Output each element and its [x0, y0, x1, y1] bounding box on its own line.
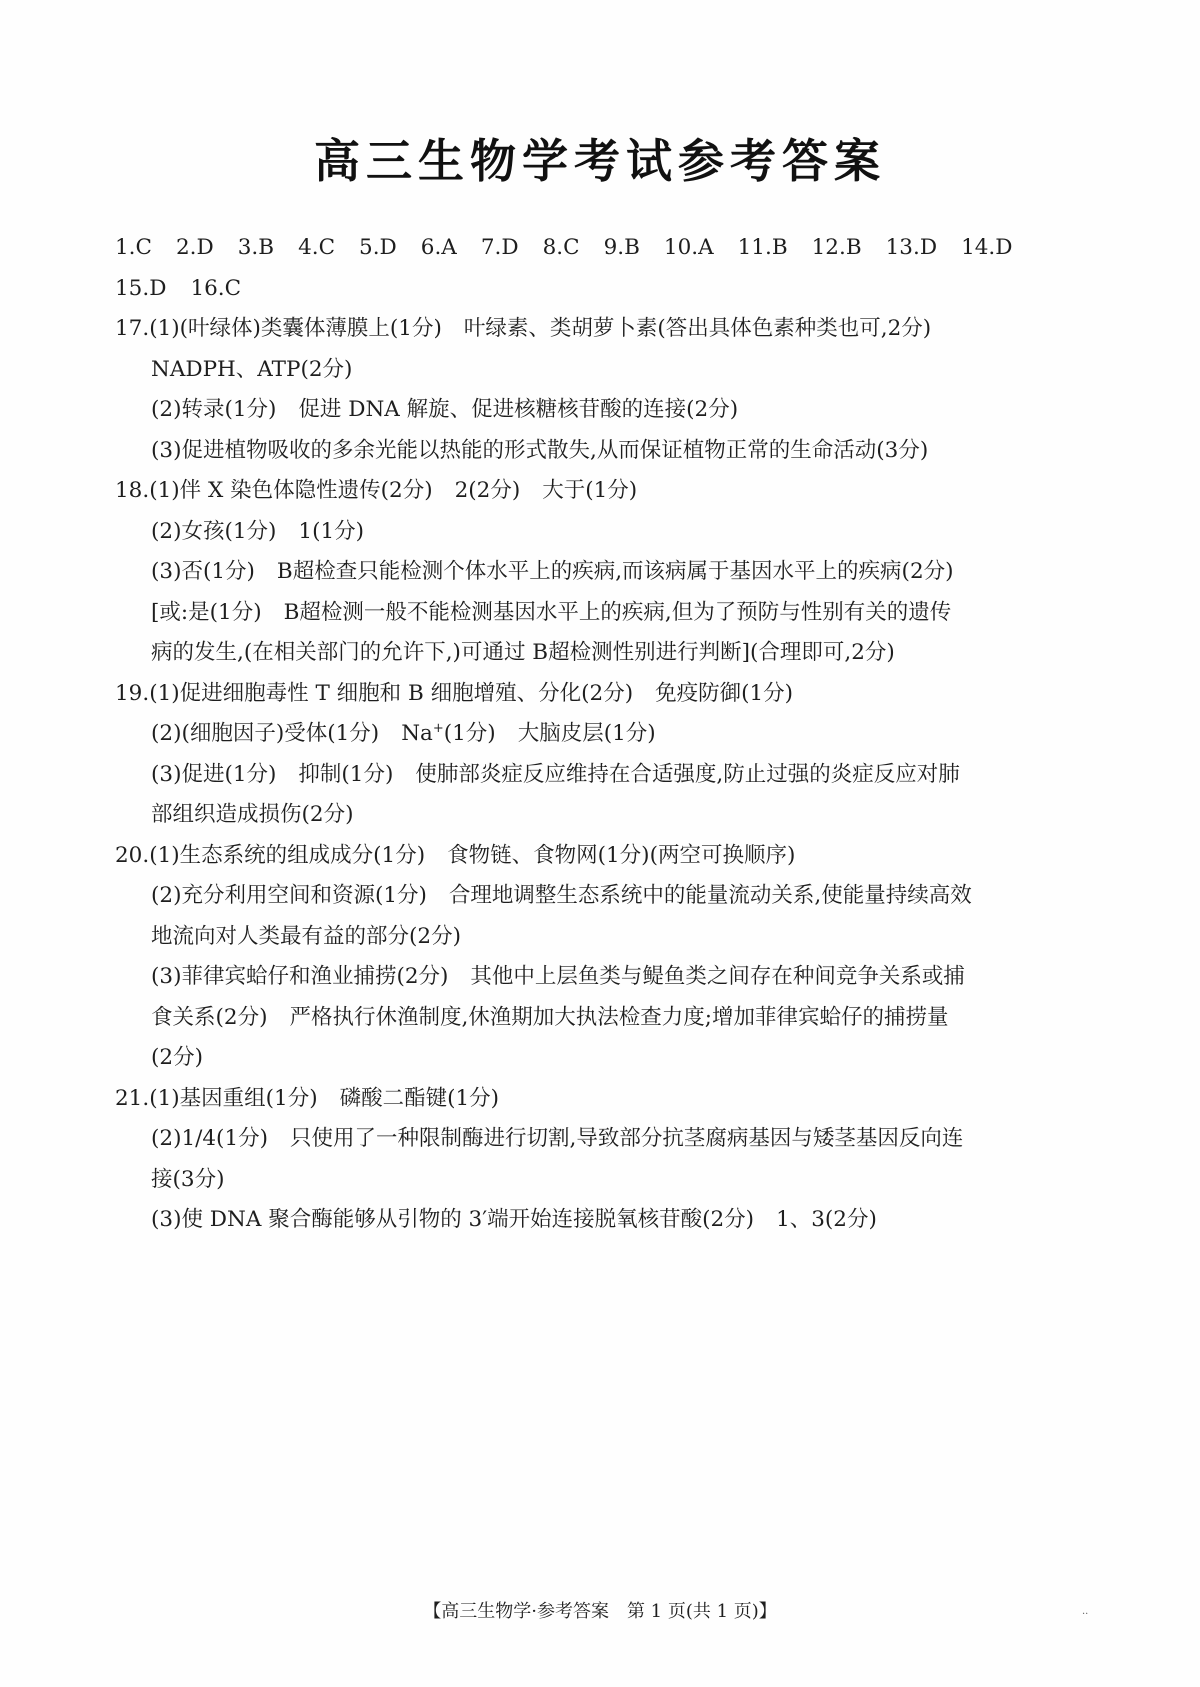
q17-part1-answer-b: 叶绿素、类胡萝卜素(答出具体色素种类也可,2分): [463, 316, 932, 341]
q18-part3-answer-b: B超检查只能检测个体水平上的疾病,而该病属于基因水平上的疾病(2分): [276, 559, 954, 584]
q20-line-5: [115, 998, 1105, 1039]
q21-part3-answer-a: (3)使 DNA 聚合酶能够从引物的 3′端开始连接脱氧核苷酸(2分): [151, 1207, 755, 1232]
q20-part2-answer-b: 合理地调整生态系统中的能量流动关系,使能量持续高效: [448, 883, 972, 908]
q19-part3-answer-c: 使肺部炎症反应维持在合适强度,防止过强的炎症反应对肺: [415, 761, 960, 787]
answers-body: [115, 228, 1105, 1241]
q21-part1-answer-a: 21.(1)基因重组(1分): [115, 1085, 318, 1111]
q21-line-3: 接(3分): [151, 1166, 225, 1192]
q21-part2-answer-b: 只使用了一种限制酶进行切割,导致部分抗茎腐病基因与矮茎基因反向连: [290, 1126, 964, 1151]
q20-line-1: [115, 836, 1105, 877]
q17-part2-answer-a: (2)转录(1分): [151, 397, 277, 422]
mc-answer: 16.C: [190, 275, 242, 301]
q20-part3-answer-d: 严格执行休渔制度,休渔期加大执法检查力度;增加菲律宾蛤仔的捕捞量: [289, 1004, 949, 1030]
q18-part1-answer-b: 2(2分): [454, 478, 521, 503]
mc-answer: 5.D: [359, 235, 397, 260]
q17-line-1: [115, 309, 1105, 350]
q19-line-1: [115, 674, 1105, 715]
q19-part3-answer-b: 抑制(1分): [298, 761, 394, 787]
q17-part2-answer-b: 促进 DNA 解旋、促进核糖核苷酸的连接(2分): [298, 397, 739, 422]
mc-answer: 3.B: [237, 235, 275, 260]
mc-answer: 1.C: [115, 235, 152, 260]
page-title: 高三生物学考试参考答案: [314, 134, 886, 188]
q19-line-2: [115, 714, 1105, 755]
mc-answer: 2.D: [175, 235, 214, 260]
q19-part3-answer-a: (3)促进(1分): [151, 761, 277, 787]
q20-part2-answer-a: (2)充分利用空间和资源(1分): [151, 883, 427, 908]
mc-answer: 14.D: [961, 235, 1013, 260]
q19-line-3: [115, 755, 1105, 796]
q19-line-4: 部组织造成损伤(2分): [151, 802, 354, 827]
mc-answer: 11.B: [737, 235, 788, 260]
q19-part1-answer-b: 免疫防御(1分): [655, 680, 794, 706]
q20-line-2: [115, 876, 1105, 917]
q18-part1-answer-c: 大于(1分): [542, 478, 638, 503]
q18-line-3: [115, 552, 1105, 593]
q21-part1-answer-b: 磷酸二酯键(1分): [339, 1085, 500, 1111]
q19-part2-answer-b-score: (1分): [443, 721, 496, 746]
sodium-ion-symbol: Na: [401, 721, 433, 746]
q18-part3-answer-a: (3)否(1分): [151, 559, 255, 584]
mc-answer: 12.B: [811, 235, 862, 260]
q21-line-2: [115, 1119, 1105, 1160]
q20-part1-answer-a: 20.(1)生态系统的组成成分(1分): [115, 842, 426, 868]
q21-part2-answer-a: (2)1/4(1分): [151, 1126, 269, 1151]
mc-answer: 13.D: [885, 235, 938, 260]
ion-charge: +: [432, 720, 444, 736]
q18-line-2: [115, 512, 1105, 553]
q20-part3-answer-a: (3)菲律宾蛤仔和渔业捕捞(2分): [151, 964, 449, 989]
mc-answer: 10.A: [663, 235, 714, 260]
q19-part2-answer-c: 大脑皮层(1分): [517, 721, 656, 746]
q18-part1-answer-a: 18.(1)伴 X 染色体隐性遗传(2分): [115, 478, 433, 503]
q21-line-4: [115, 1200, 1105, 1241]
q17-line-4: (3)促进植物吸收的多余光能以热能的形式散失,从而保证植物正常的生命活动(3分): [151, 437, 929, 463]
q19-part1-answer-a: 19.(1)促进细胞毒性 T 细胞和 B 细胞增殖、分化(2分): [115, 680, 634, 706]
page-footer: 【高三生物学·参考答案 第 1 页(共 1 页)】: [423, 1601, 777, 1622]
mc-answer: 8.C: [542, 235, 580, 260]
q18-part2-answer-b: 1(1分): [298, 518, 365, 544]
q20-part1-answer-b: 食物链、食物网(1分)(两空可换顺序): [447, 842, 796, 868]
mc-answer: 6.A: [420, 235, 457, 260]
mc-answer: 4.C: [298, 235, 336, 260]
q17-line-3: [115, 390, 1105, 431]
mc-answers-row-2: [115, 269, 1105, 310]
q17-line-2: NADPH、ATP(2分): [151, 356, 353, 382]
mc-answer: 7.D: [480, 235, 519, 260]
q20-part3-answer-b: 其他中上层鱼类与鳀鱼类之间存在种间竞争关系或捕: [470, 964, 965, 989]
q18-part2-answer-a: (2)女孩(1分): [151, 518, 277, 544]
q18-line-4: [115, 593, 1105, 634]
mc-answers-row-1: [115, 228, 1105, 269]
q20-part3-answer-c: 食关系(2分): [151, 1004, 268, 1030]
q17-part1-answer-a: 17.(1)(叶绿体)类囊体薄膜上(1分): [115, 316, 442, 341]
mc-answer: 9.B: [603, 235, 640, 260]
q18-line-1: [115, 471, 1105, 512]
q20-line-6: (2分): [151, 1045, 203, 1070]
mc-answer: 15.D: [115, 275, 167, 301]
q20-line-3: 地流向对人类最有益的部分(2分): [151, 923, 461, 949]
q21-line-1: [115, 1079, 1105, 1120]
q21-part3-answer-b: 1、3(2分): [776, 1207, 877, 1232]
corner-mark: ··: [1082, 1609, 1089, 1620]
q19-part2-answer-b: [401, 721, 496, 746]
q19-part2-answer-a: (2)(细胞因子)受体(1分): [151, 721, 380, 746]
q18-line-5: 病的发生,(在相关部门的允许下,)可通过 B超检测性别进行判断](合理即可,2分): [151, 640, 895, 665]
q18-alt-answer-a: [或:是(1分): [151, 599, 262, 625]
q20-line-4: [115, 957, 1105, 998]
q18-alt-answer-b: B超检测一般不能检测基因水平上的疾病,但为了预防与性别有关的遗传: [283, 599, 952, 625]
